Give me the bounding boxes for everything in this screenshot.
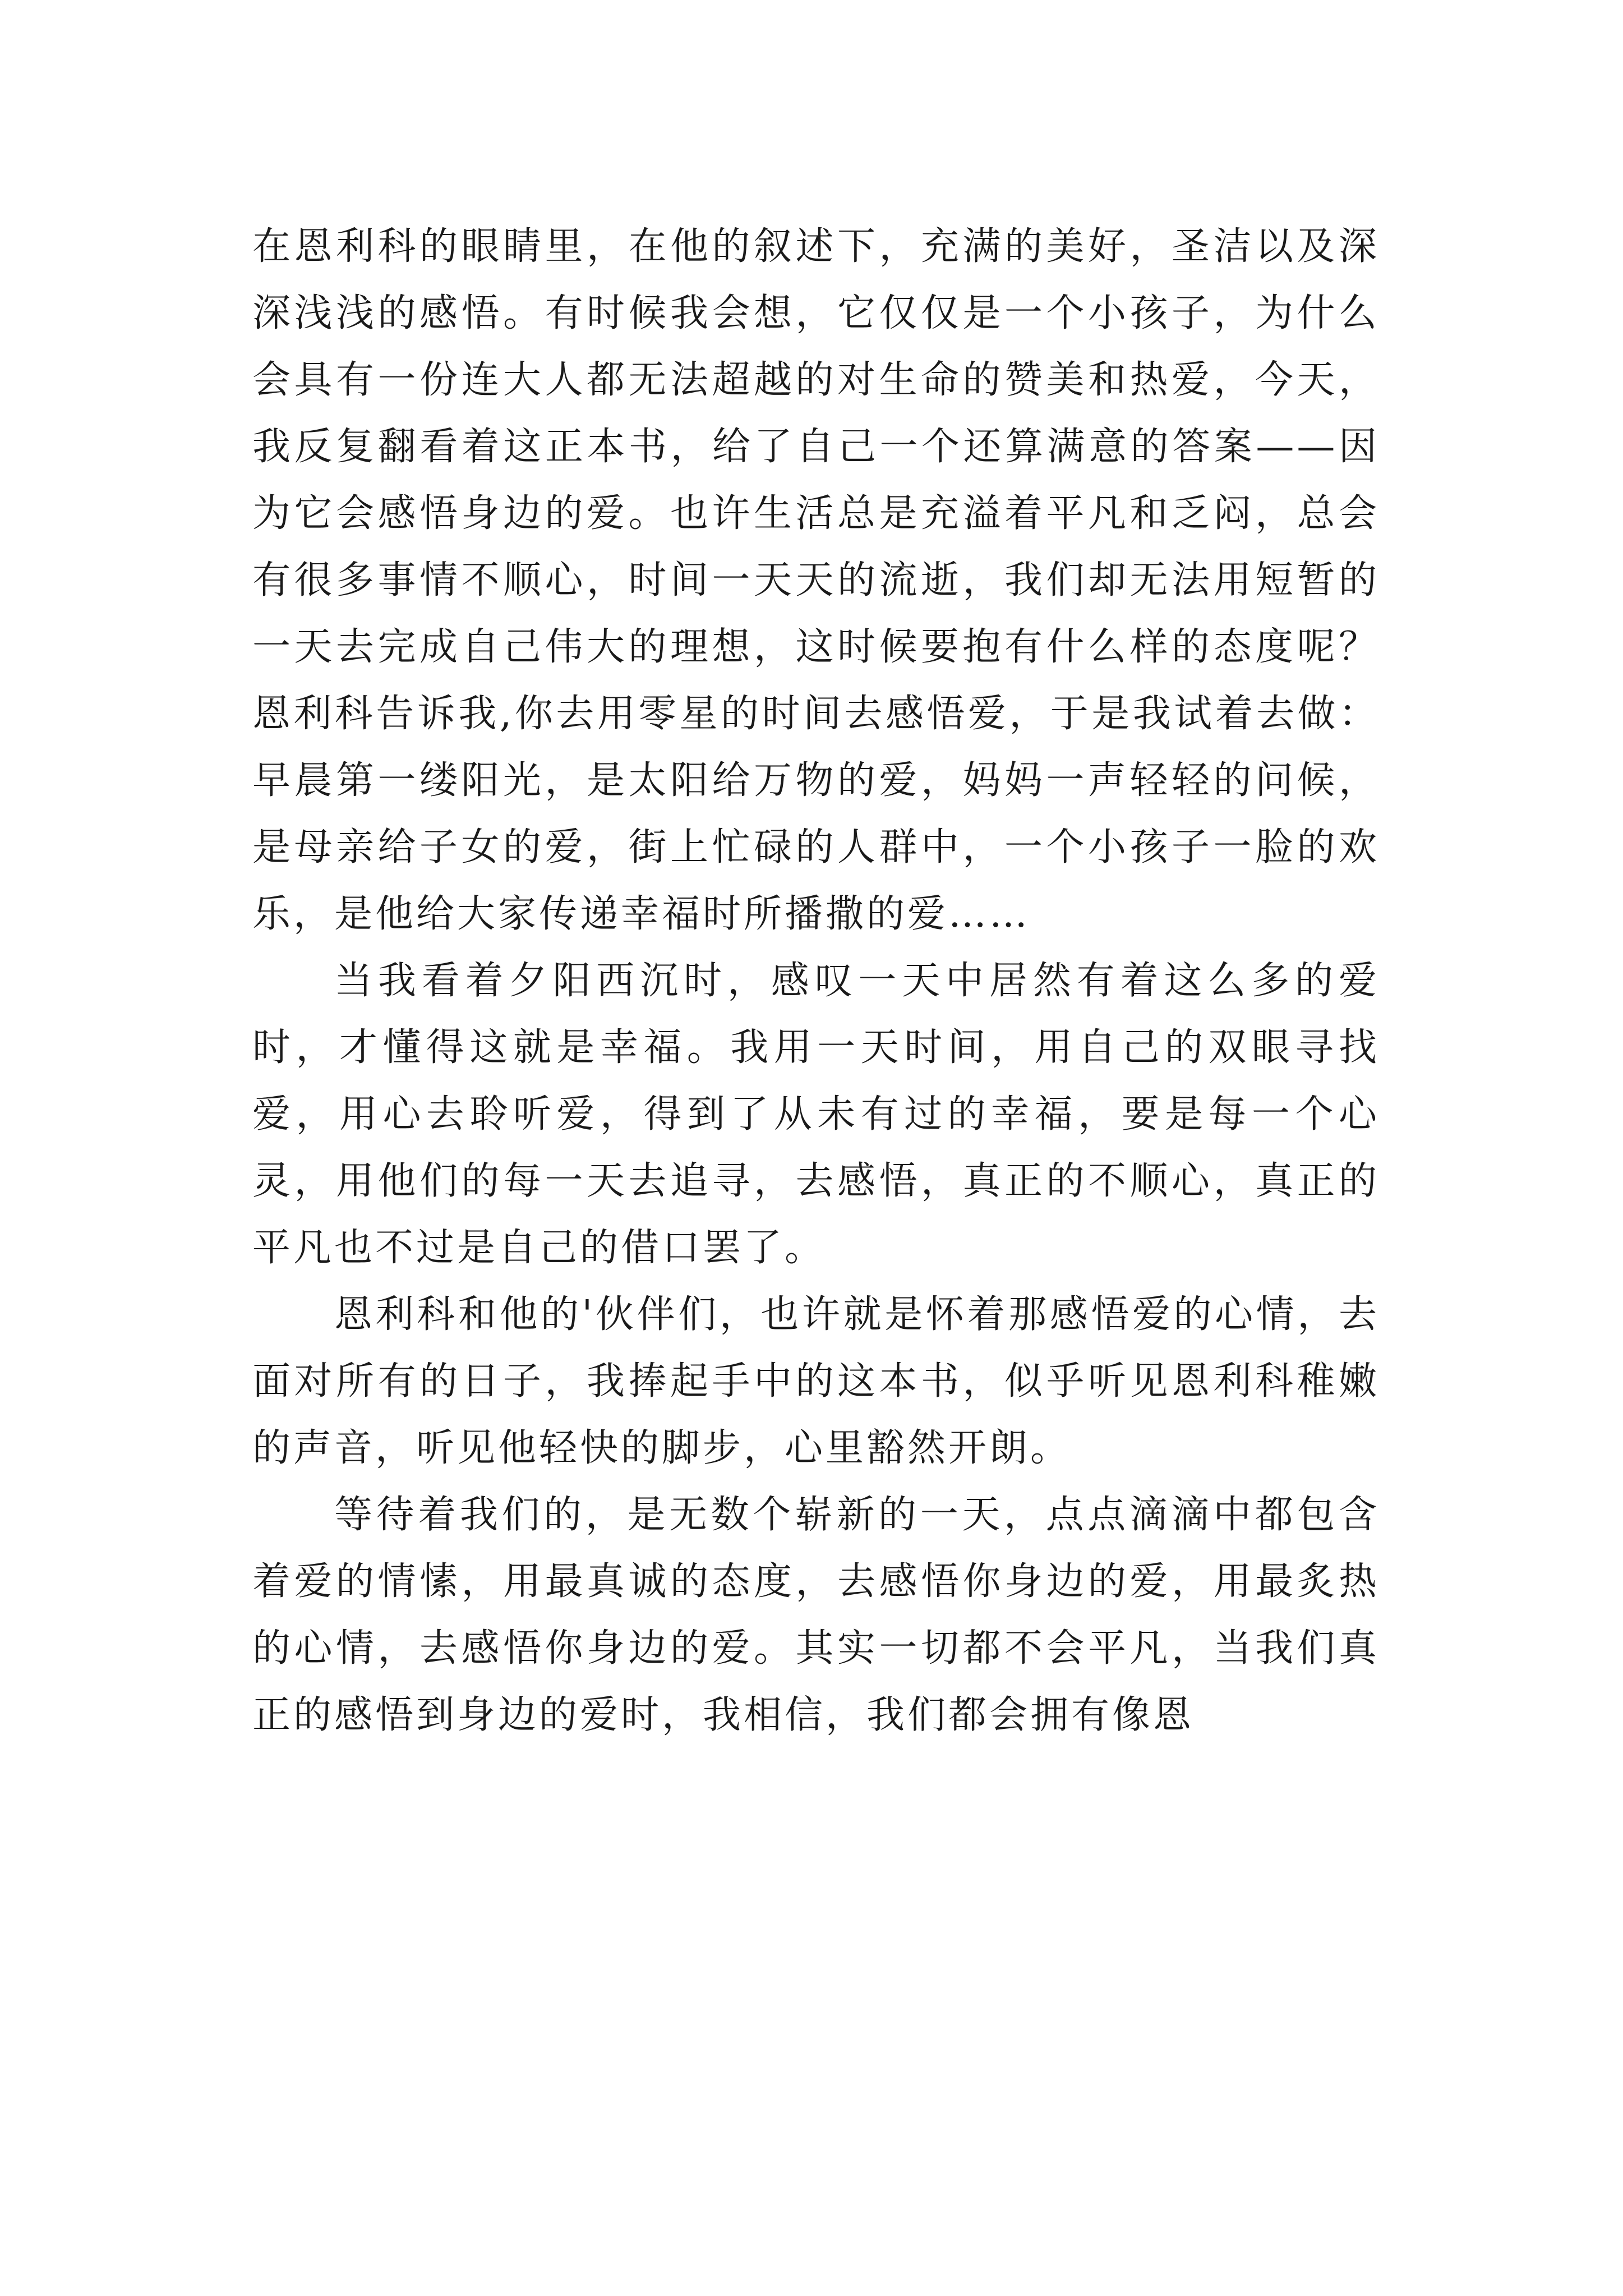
paragraph-1: 在恩利科的眼睛里，在他的叙述下，充满的美好，圣洁以及深深浅浅的感悟。有时候我会想，它仅仅是一个小孩子，为什么会具有一份连大人都无法超越的对生命的赞美和热爱，今天，我反复翻看着这正本书，给了自己一个还算满意的答案——因为它会感悟身边的爱。也许生活总是充溢着平凡和乏闷，总会有很多事情不顺心，时间一天天的流逝，我们却无法用短暂的一天去完成自己伟大的理想，这时候要抱有什么样的态度呢？恩利科告诉我,你去用零星的时间去感悟爱，于是我试着去做：早晨第一缕阳光，是太阳给万物的爱，妈妈一声轻轻的问候，是母亲给子女的爱，街上忙碌的人群中，一个小孩子一脸的欢乐，是他给大家传递幸福时所播撒的爱…… (252, 224, 1380, 936)
paragraph-3: 恩利科和他的'伙伴们，也许就是怀着那感悟爱的心情，去面对所有的日子，我捧起手中的这本书，似乎听见恩利科稚嫩的声音，听见他轻快的脚步，心里豁然开朗。 (252, 1292, 1380, 1470)
paragraph-2: 当我看着夕阳西沉时，感叹一天中居然有着这么多的爱时，才懂得这就是幸福。我用一天时间，用自己的双眼寻找爱，用心去聆听爱，得到了从未有过的幸福，要是每一个心灵，用他们的每一天去追寻，去感悟，真正的不顺心，真正的平凡也不过是自己的借口罢了。 (252, 959, 1380, 1270)
document-body (252, 213, 1380, 1749)
paragraph-4: 等待着我们的，是无数个崭新的一天，点点滴滴中都包含着爱的情愫，用最真诚的态度，去感悟你身边的爱，用最炙热的心情，去感悟你身边的爱。其实一切都不会平凡，当我们真正的感悟到身边的爱时，我相信，我们都会拥有像恩 (252, 1493, 1380, 1737)
